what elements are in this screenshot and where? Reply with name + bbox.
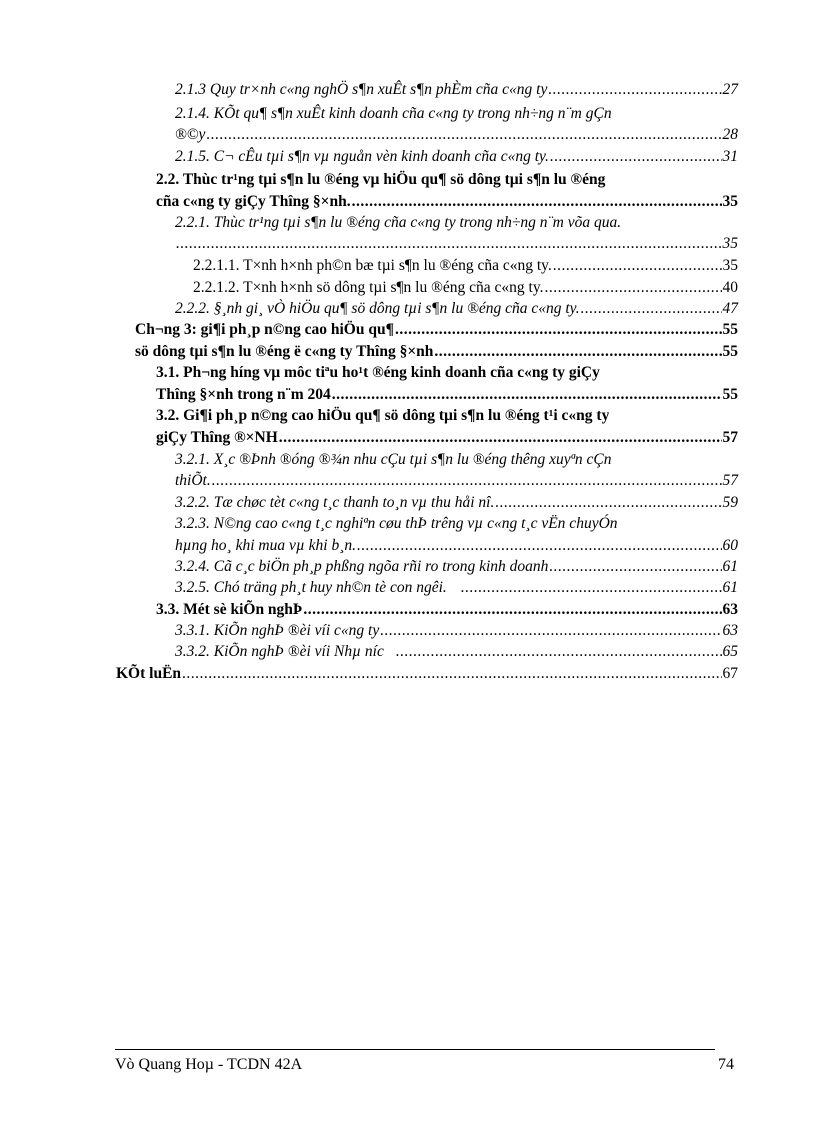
toc-leader [395, 320, 722, 340]
toc-entry-text: 3.2.1. X¸c ®Þnh ®óng ®¾n nhu cÇu tµi s¶n lu ®éng thêng xuyªn cÇn [175, 451, 612, 468]
toc-leader [550, 147, 722, 167]
toc-page-number: 55 [722, 321, 738, 338]
toc-entry-text: 3.2.2. Tæ chøc tèt c«ng t¸c thanh to¸n vµ thu håi nî. [175, 494, 495, 511]
toc-leader [357, 536, 721, 556]
toc-entry [193, 278, 738, 299]
toc-entry-text: 3.3.2. KiÕn nghÞ ®èi víi Nhµ níc [175, 643, 384, 660]
toc-page-number: 31 [722, 148, 738, 165]
toc-entry [156, 170, 605, 191]
toc-leader [332, 385, 722, 405]
toc-entry [135, 320, 738, 341]
toc-entry [156, 406, 609, 427]
toc-page-number: 55 [722, 386, 738, 403]
toc-leader [176, 234, 722, 254]
toc-leader [182, 664, 721, 684]
toc-leader [303, 600, 721, 620]
toc-entry-continuation [156, 428, 738, 449]
toc-entry-text: Thîng §×nh trong n¨m 204 [156, 386, 331, 403]
toc-entry [175, 557, 738, 578]
toc-page-number: 35 [722, 235, 738, 252]
toc-entry-continuation [175, 234, 738, 255]
toc-entry-continuation [175, 536, 738, 557]
toc-entry-text: 2.2.1. Thùc tr¹ng tµi s¶n lu ®éng cña c«ng ty trong nh÷ng n¨m võa qua. [175, 214, 622, 231]
toc-page-number: 63 [722, 601, 738, 618]
toc-entry-text: 2.2.1.1. T×nh h×nh ph©n bæ tµi s¶n lu ®éng cña c«ng ty. [193, 257, 552, 274]
toc-entry-text: giÇy Thîng ®×NH [156, 429, 278, 446]
toc-leader [581, 299, 722, 319]
toc-page-number: 40 [722, 279, 738, 296]
toc-entry [175, 514, 618, 535]
toc-entry [175, 578, 738, 599]
toc-entry-continuation [175, 125, 738, 146]
toc-entry-continuation [156, 192, 738, 213]
toc-entry [175, 213, 621, 234]
toc-leader [544, 278, 721, 298]
toc-entry [156, 600, 738, 621]
toc-entry [175, 299, 738, 320]
toc-page-number: 61 [722, 579, 738, 596]
toc-page-number: 57 [722, 472, 738, 489]
toc-leader [461, 578, 722, 598]
toc-page-number: 35 [722, 193, 738, 210]
toc-entry-text: 3.2.4. Cã c¸c biÖn ph¸p phßng ngõa rñi ro trong kinh doanh [175, 558, 549, 575]
toc-leader [352, 192, 722, 212]
toc-leader [553, 256, 722, 276]
toc-leader [495, 493, 721, 513]
toc-entry-text: 2.1.4. KÕt qu¶ s¶n xuÊt kinh doanh cña c«ng ty trong nh÷ng n¨m gÇn [175, 105, 612, 122]
toc-entry [193, 256, 738, 277]
toc-entry-text: 2.1.5. C¬ cÊu tµi s¶n vµ nguån vèn kinh doanh cña c«ng ty. [175, 148, 549, 165]
toc-leader [212, 471, 722, 491]
toc-page-number: 61 [722, 558, 738, 575]
toc-entry [175, 104, 612, 125]
toc-entry-text: cña c«ng ty giÇy Thîng §×nh. [156, 193, 351, 210]
toc-entry-text: 3.2.3. N©ng cao c«ng t¸c nghiªn cøu thÞ trêng vµ c«ng t¸c vËn chuyÓn [175, 515, 618, 532]
footer-page-number: 74 [718, 1056, 734, 1073]
toc-entry-text: 3.1. Ph¬ng híng vµ môc tiªu ho¹t ®éng kinh doanh cña c«ng ty giÇy [156, 364, 600, 381]
toc-entry-text: 3.3. Mét sè kiÕn nghÞ [156, 601, 303, 618]
toc-leader [206, 125, 721, 145]
toc-entry-text: 2.1.3 Quy tr×nh c«ng nghÖ s¶n xuÊt s¶n phÈm cña c«ng ty [175, 81, 548, 98]
toc-page-number: 60 [722, 537, 738, 554]
toc-entry-continuation [156, 385, 738, 406]
footer-author: Vò Quang Hoµ - TCDN 42A [115, 1056, 303, 1073]
toc-entry [116, 664, 738, 685]
toc-leader [279, 428, 722, 448]
toc-entry [156, 363, 600, 384]
toc-leader [380, 621, 721, 641]
toc-page-number: 35 [722, 257, 738, 274]
toc-page-number: 47 [722, 300, 738, 317]
toc-entry-text: 2.2. Thùc tr¹ng tµi s¶n lu ®éng vµ hiÖu qu¶ sö dông tµi s¶n lu ®éng [156, 171, 606, 188]
toc-entry [175, 493, 738, 514]
toc-page-number: 59 [722, 494, 738, 511]
toc-page-number: 67 [722, 665, 738, 682]
toc-leader [396, 642, 722, 662]
toc-entry-text: 2.2.2. §¸nh gi¸ vÒ hiÖu qu¶ sö dông tµi s¶n lu ®éng cña c«ng ty. [175, 300, 580, 317]
toc-page-number: 28 [722, 126, 738, 143]
toc-entry-text: 2.2.1.2. T×nh h×nh sö dông tµi s¶n lu ®éng cña c«ng ty. [193, 279, 544, 296]
toc-entry-text: KÕt luËn [116, 665, 182, 682]
footer-divider [115, 1049, 715, 1050]
toc-page-number: 65 [722, 643, 738, 660]
toc-entry-text: hµng ho¸ khi mua vµ khi b¸n. [175, 537, 357, 554]
toc-page-number: 57 [722, 429, 738, 446]
toc-entry-text: 3.2. Gi¶i ph¸p n©ng cao hiÖu qu¶ sö dông tµi s¶n lu ®éng t¹i c«ng ty [156, 407, 610, 424]
toc-entry [175, 147, 738, 168]
toc-page-number: 63 [722, 622, 738, 639]
toc-entry [175, 80, 738, 101]
toc-entry-text: thiÕt. [175, 472, 211, 489]
toc-leader [434, 342, 721, 362]
toc-page-number: 27 [722, 81, 738, 98]
toc-page-number: 55 [722, 343, 738, 360]
toc-entry-text: ®©y [175, 126, 206, 143]
toc-leader [549, 557, 721, 577]
toc-entry [175, 450, 611, 471]
toc-entry-text: 3.2.5. Chó träng ph¸t huy nh©n tè con ngêi. [175, 579, 447, 596]
toc-entry-text: 3.3.1. KiÕn nghÞ ®èi víi c«ng ty [175, 622, 380, 639]
toc-entry [175, 621, 738, 642]
toc-entry-text: Ch¬ng 3: gi¶i ph¸p n©ng cao hiÖu qu¶ [135, 321, 394, 338]
toc-entry [175, 642, 738, 663]
toc-leader [548, 80, 721, 100]
toc-entry-continuation [175, 471, 738, 492]
toc-entry [135, 342, 738, 363]
toc-entry-text: sö dông tµi s¶n lu ®éng ë c«ng ty Thîng §×nh [135, 343, 434, 360]
